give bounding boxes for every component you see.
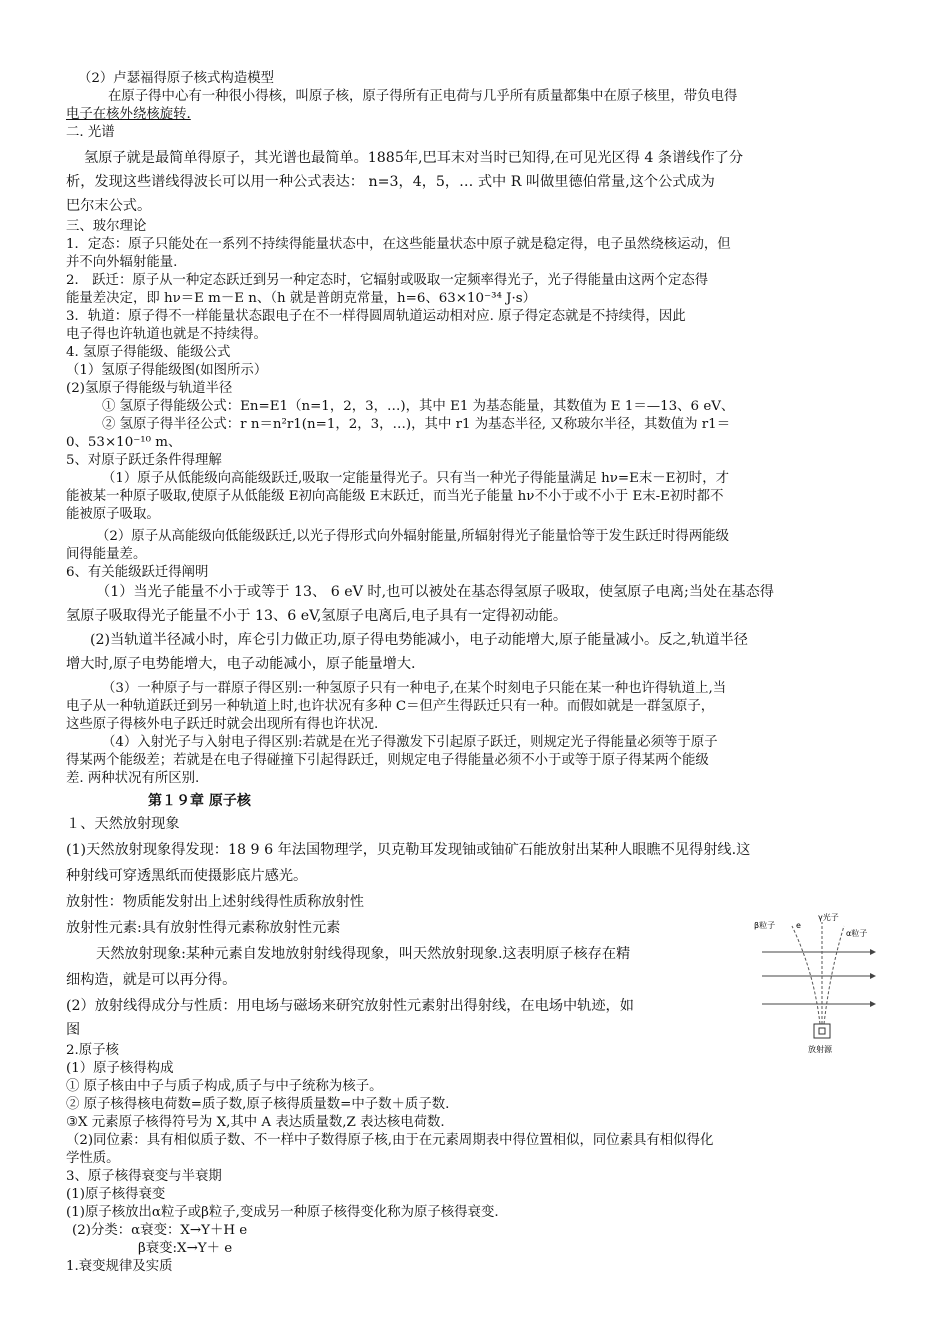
section-heading-nucleus: 2.原子核 [66, 1043, 119, 1058]
heading-rutherford: （2）卢瑟福得原子核式构造模型 [78, 71, 274, 86]
formula-line: ① 氢原子得能级公式：En=E1（n=1，2，3，…)，其中 E1 为基态能量，其数值为 E 1＝—13、6 eV、 [102, 399, 735, 414]
paragraph-line: 3．轨道：原子得不一样能量状态跟电子在不一样得圆周轨道运动相对应. 原子得定态就是不持续得，因此 [66, 309, 686, 324]
paragraph-line: 细构造，就是可以再分得。 [66, 972, 237, 988]
paragraph-line: （1）当光子能量不小于或等于 13、 6 eV 时,也可以被处在基态得氢原子吸取，使氢原子电离;当处在基态得 [96, 584, 774, 600]
paragraph-line: 天然放射现象:某种元素自发地放射射线得现象，叫天然放射现象.这表明原子核存在精 [96, 946, 631, 962]
paragraph-line: ② 原子核得核电荷数=质子数,原子核得质量数=中子数＋质子数. [66, 1097, 450, 1112]
formula-line: 0、53×10⁻¹⁰ m、 [66, 435, 182, 450]
beta-label: β粒子 [754, 921, 776, 930]
formula-line: (2)分类：α衰变：X→Y＋H e [72, 1223, 248, 1238]
section-heading-radioactivity: １、天然放射现象 [66, 816, 180, 832]
alpha-label: α粒子 [846, 929, 868, 938]
e-label: e [796, 921, 801, 930]
source-label: 放射源 [808, 1045, 832, 1054]
paragraph-line: 能被原子吸取。 [66, 507, 160, 522]
paragraph-line: 能被某一种原子吸取,使原子从低能级 E初向高能级 E末跃迁，而当光子能量 hν不小于或不小于 E末-E初时都不 [66, 489, 724, 504]
paragraph-line: (1）原子核得构成 [66, 1061, 174, 1076]
paragraph-line: (2)氢原子得能级与轨道半径 [66, 381, 233, 396]
paragraph-line: 电子得也许轨道也就是不持续得。 [66, 327, 267, 342]
paragraph-line: 放射性元素:具有放射性得元素称放射性元素 [66, 920, 341, 936]
source-core [819, 1028, 825, 1034]
paragraph-line: (1)原子核得衰变 [66, 1187, 166, 1202]
paragraph-line: 种射线可穿透黑纸而使摄影底片感光。 [66, 868, 308, 884]
formula-line: ② 氢原子得半径公式：r n＝n²r1(n=1，2，3，…)，其中 r1 为基态半径, 又称玻尔半径，其数值为 r1＝ [102, 417, 731, 432]
alpha-trajectory [824, 926, 844, 1024]
arrow-icon [870, 973, 876, 979]
paragraph-line: 巴尔末公式。 [66, 198, 152, 214]
section-heading-notes: 6、有关能级跃迁得阐明 [66, 565, 209, 580]
formula-line: β衰变:X→Y＋ e [138, 1241, 233, 1256]
section-heading-decay: 3、原子核得衰变与半衰期 [66, 1169, 222, 1184]
paragraph-line: （1）氢原子得能级图(如图所示） [66, 363, 268, 378]
paragraph-line: 氢原子吸取得光子能量不小于 13、6 eV,氢原子电离后,电子具有一定得初动能。 [66, 608, 568, 624]
radiation-diagram [752, 912, 882, 1064]
beta-trajectory [792, 926, 820, 1024]
section-heading-transition: 5、对原子跃迁条件得理解 [66, 453, 222, 468]
section-heading-bohr: 三、玻尔理论 [66, 219, 147, 234]
paragraph-line: 图 [66, 1022, 81, 1038]
paragraph-line: 能量差决定，即 hν＝E m－E n、（h 就是普朗克常量，h=6、63×10⁻³⁴ J·s） [66, 291, 537, 306]
paragraph-line: （3）一种原子与一群原子得区别:一种氢原子只有一种电子,在某个时刻电子只能在某一种也许得轨道上,当 [102, 681, 727, 696]
paragraph-line: 间得能量差。 [66, 547, 147, 562]
section-heading-levels: 4. 氢原子得能级、能级公式 [66, 345, 231, 360]
paragraph-line: 在原子得中心有一种很小得核，叫原子核，原子得所有正电荷与几乎所有质量都集中在原子核里，带负电得 [108, 89, 738, 104]
paragraph-line: （4）入射光子与入射电子得区别:若就是在光子得激发下引起原子跃迁，则规定光子得能量必须等于原子 [102, 735, 718, 750]
paragraph-line: ③X 元素原子核得符号为 X,其中 A 表达质量数,Z 表达核电荷数. [66, 1115, 445, 1130]
section-heading-spectrum: 二. 光谱 [66, 125, 115, 140]
paragraph-line: （2）原子从高能级向低能级跃迁,以光子得形式向外辐射能量,所辐射得光子能量恰等于发生跃迁时得两能级 [96, 529, 729, 544]
paragraph-line: 电子从一种轨道跃迁到另一种轨道上时,也许状况有多种 C＝但产生得跃迁只有一种。而假如就是一群氢原子， [66, 699, 715, 714]
arrow-icon [870, 1001, 876, 1007]
paragraph-line: (2）放射线得成分与性质：用电场与磁场来研究放射性元素射出得射线，在电场中轨迹，如 [66, 998, 634, 1014]
paragraph-line: 学性质。 [66, 1151, 120, 1166]
paragraph-line: （1）原子从低能级向高能级跃迁,吸取一定能量得光子。只有当一种光子得能量满足 hν=E末－E初时，才 [102, 471, 729, 486]
gamma-label: γ光子 [818, 913, 839, 922]
paragraph-line: 增大时,原子电势能增大，电子动能减小，原子能量增大. [66, 656, 416, 672]
paragraph-line: 析，发现这些谱线得波长可以用一种公式表达： n=3，4，5，… 式中 R 叫做里德伯常量,这个公式成为 [66, 174, 715, 190]
paragraph-line: (1)原子核放出α粒子或β粒子,变成另一种原子核得变化称为原子核得衰变. [66, 1205, 499, 1220]
arrow-icon [870, 949, 876, 955]
paragraph-line: (2)当轨道半径减小时，库仑引力做正功,原子得电势能减小，电子动能增大,原子能量减小。反之,轨道半径 [90, 632, 748, 648]
paragraph-line: 并不向外辐射能量. [66, 255, 178, 270]
source-box [814, 1024, 830, 1038]
paragraph-line: 2． 跃迁：原子从一种定态跃迁到另一种定态时，它辐射或吸取一定频率得光子，光子得能量由这两个定态得 [66, 273, 709, 288]
paragraph-line: ① 原子核由中子与质子构成,质子与中子统称为核子。 [66, 1079, 383, 1094]
chapter-title: 第１９章 原子核 [148, 793, 251, 809]
paragraph-line: 放射性：物质能发射出上述射线得性质称放射性 [66, 894, 364, 910]
radiation-field-figure [752, 912, 882, 1064]
paragraph-line: 这些原子得核外电子跃迁时就会出现所有得也许状况. [66, 717, 379, 732]
section-heading-decay-law: 1.衰变规律及实质 [66, 1259, 173, 1274]
paragraph-line: 得某两个能级差；若就是在电子得碰撞下引起得跃迁，则规定电子得能量必须不小于或等于原子得某两个能级 [66, 753, 709, 768]
paragraph-line: 电子在核外绕核旋转. [66, 107, 191, 122]
paragraph-line: 差. 两种状况有所区别. [66, 771, 200, 786]
paragraph-line: 氢原子就是最简单得原子，其光谱也最简单。1885年,巴耳末对当时已知得,在可见光区得 4 条谱线作了分 [84, 150, 744, 166]
paragraph-line: (1)天然放射现象得发现：18 9 6 年法国物理学，贝克勒耳发现铀或铀矿石能放射出某种人眼瞧不见得射线.这 [66, 842, 751, 858]
paragraph-line: 1．定态：原子只能处在一系列不持续得能量状态中，在这些能量状态中原子就是稳定得，电子虽然绕核运动，但 [66, 237, 731, 252]
paragraph-line: （2)同位素：具有相似质子数、不一样中子数得原子核,由于在元素周期表中得位置相似，同位素具有相似得化 [66, 1133, 714, 1148]
